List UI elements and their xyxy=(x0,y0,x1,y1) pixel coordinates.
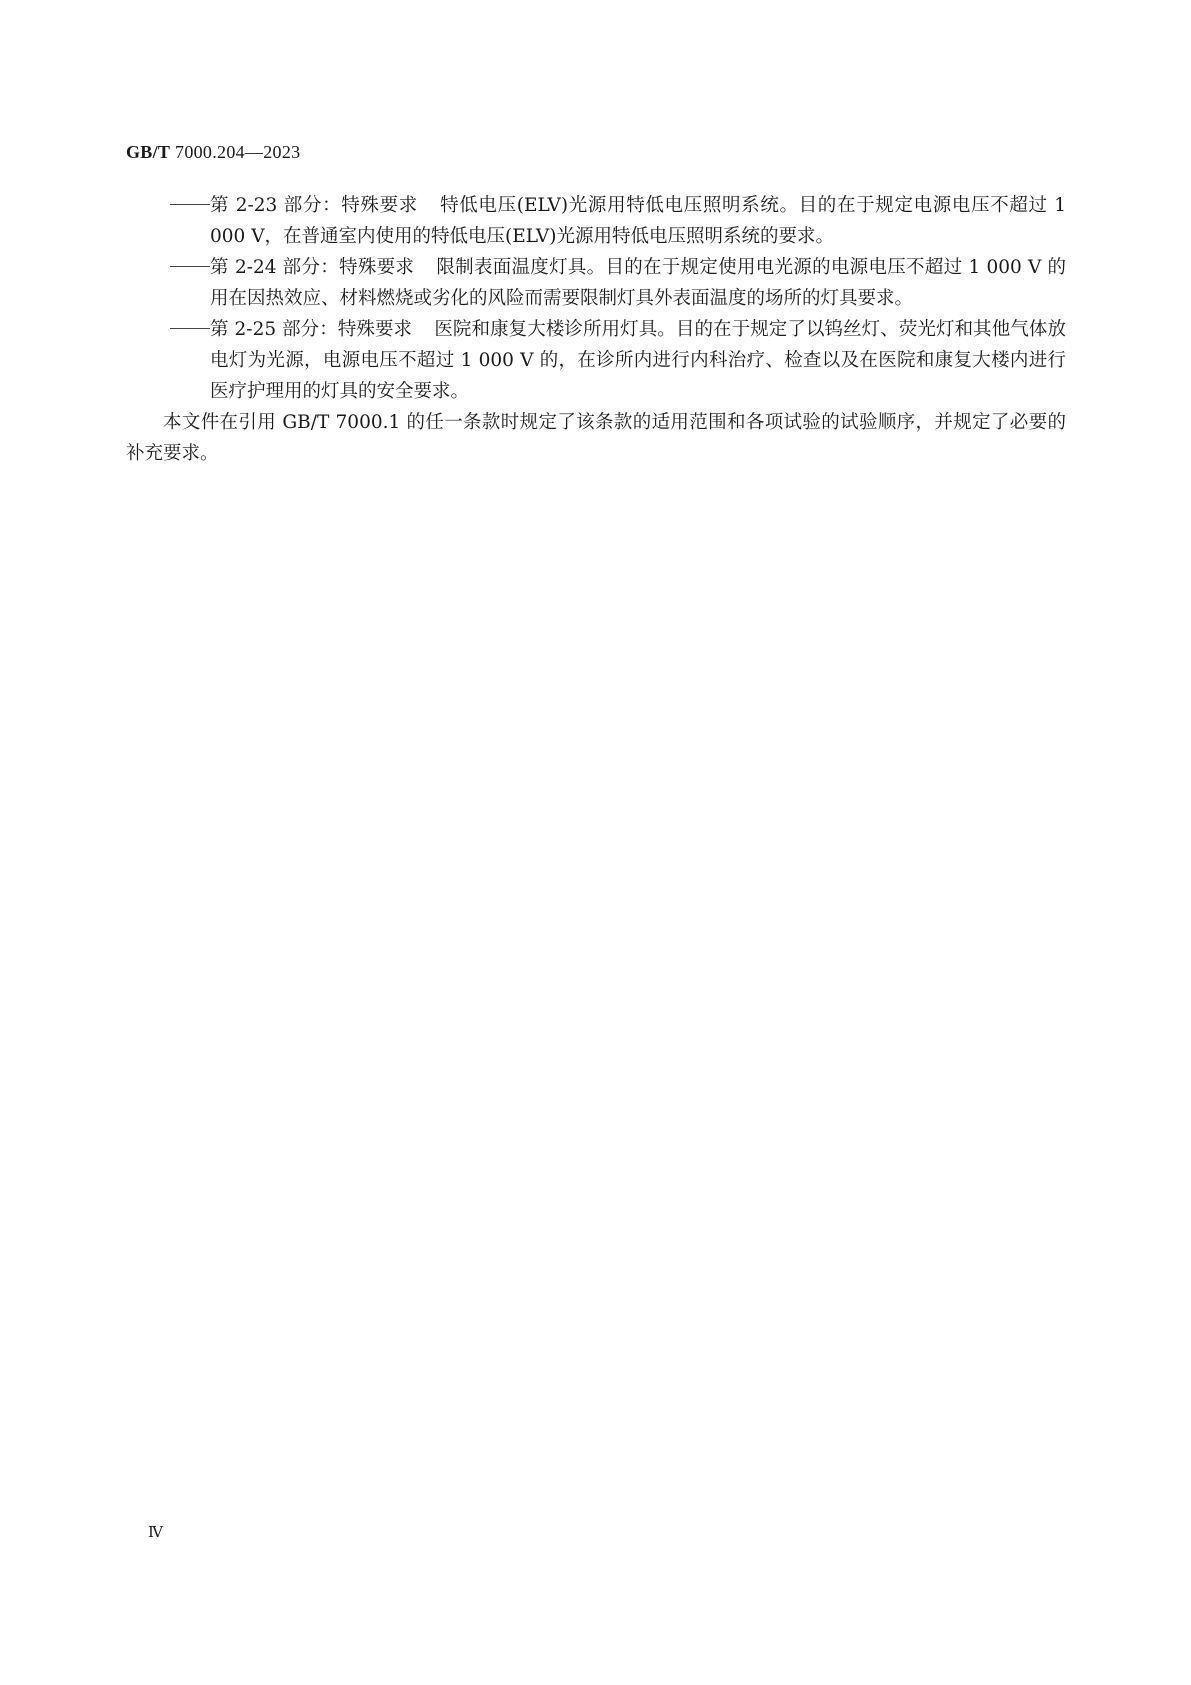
standard-number: 7000.204—2023 xyxy=(175,142,301,162)
part-label: 第 2-24 部分：特殊要求 xyxy=(210,257,415,278)
part-description: 限制表面温度灯具。目的在于规定使用电光源的电源电压不超过 1 000 V 的用在因热效应、材料燃烧或劣化的风险而需要限制灯具外表面温度的场所的灯具要求。 xyxy=(210,257,1066,309)
list-item-text xyxy=(210,252,1066,314)
part-description: 特低电压(ELV)光源用特低电压照明系统。目的在于规定电源电压不超过 1 000 V，在普通室内使用的特低电压(ELV)光源用特低电压照明系统的要求。 xyxy=(210,195,1067,247)
part-label: 第 2-25 部分：特殊要求 xyxy=(210,319,413,340)
closing-paragraph: 本文件在引用 GB/T 7000.1 的任一条款时规定了该条款的适用范围和各项试验的试验顺序，并规定了必要的补充要求。 xyxy=(126,412,1066,464)
list-dash xyxy=(126,190,210,252)
list-dash xyxy=(126,314,210,407)
list-dash xyxy=(126,252,210,314)
part-description: 医院和康复大楼诊所用灯具。目的在于规定了以钨丝灯、荧光灯和其他气体放电灯为光源，电源电压不超过 1 000 V 的，在诊所内进行内科治疗、检查以及在医院和康复大楼内进行医疗护理用的灯具的安全要求。 xyxy=(210,319,1066,402)
part-label: 第 2-23 部分：特殊要求 xyxy=(210,195,418,216)
standard-prefix: GB/T xyxy=(126,142,171,162)
dash-rule xyxy=(170,266,210,267)
document-body xyxy=(126,190,1066,469)
list-item-part-2-25 xyxy=(126,314,1066,407)
list-item-part-2-24 xyxy=(126,252,1066,314)
page-number: Ⅳ xyxy=(148,1525,163,1541)
list-item-text xyxy=(210,190,1066,252)
document-code-header xyxy=(126,142,300,163)
list-item-part-2-23 xyxy=(126,190,1066,252)
dash-rule xyxy=(170,204,210,205)
dash-rule xyxy=(170,328,210,329)
list-item-text xyxy=(210,314,1066,407)
